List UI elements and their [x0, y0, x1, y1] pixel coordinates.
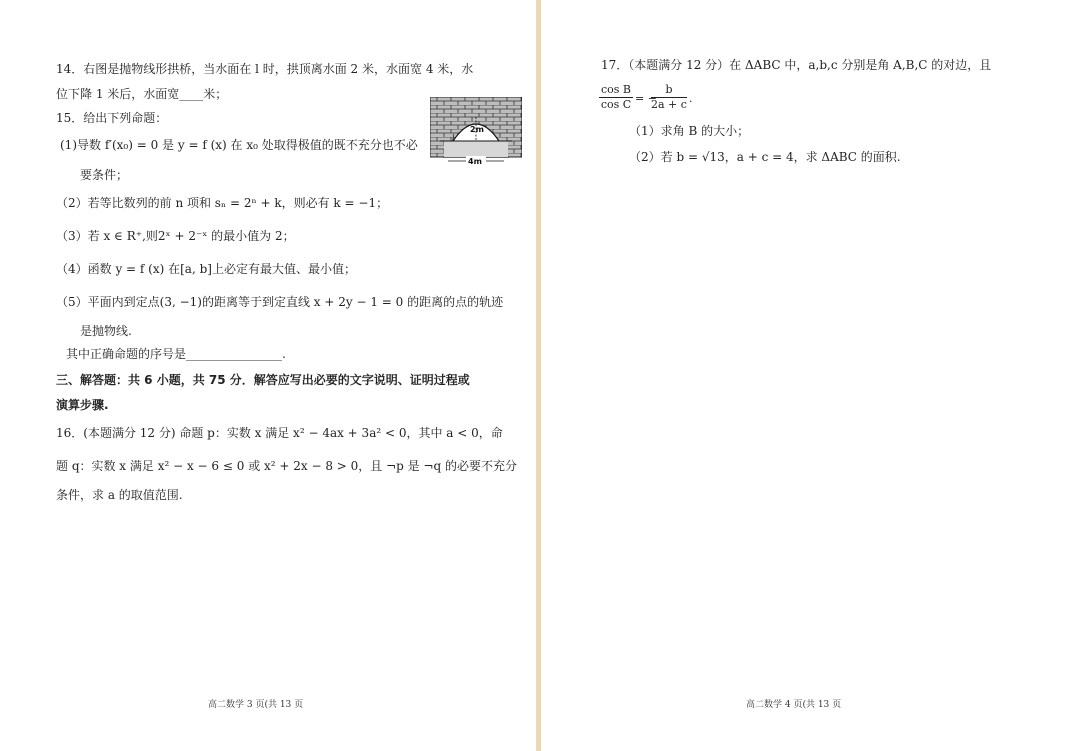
- q16-line-3: 条件，求 a 的取值范围.: [56, 488, 183, 502]
- q15-item-4: （4）函数 y = f (x) 在[a, b]上必定有最大值、最小值；: [56, 262, 356, 276]
- q15-title: 15．给出下列命题：: [56, 111, 168, 125]
- fraction-2-denominator: 2a + c: [651, 98, 687, 111]
- water-line-label: l: [452, 134, 455, 143]
- water-area: [444, 141, 508, 157]
- q15-item-3: （3）若 x ∈ R⁺,则2ˣ + 2⁻ˣ 的最小值为 2；: [56, 229, 295, 243]
- q15-item-1b: 要条件；: [80, 168, 129, 182]
- q17-line-1: 17．（本题满分 12 分）在 ΔABC 中，a,b,c 分别是角 A,B,C 的对边，且: [601, 58, 992, 72]
- q17-part-2: （2）若 b = √13，a + c = 4，求 ΔABC 的面积.: [629, 150, 901, 164]
- left-page: [0, 0, 536, 751]
- section-3-heading-line-1: 三、解答题：共 6 小题，共 75 分．解答应写出必要的文字说明、证明过程或: [56, 373, 470, 387]
- q15-item-2: （2）若等比数列的前 n 项和 sₙ = 2ⁿ + k，则必有 k = −1；: [56, 196, 389, 210]
- fraction-b-over-2a-plus-c: [651, 83, 687, 112]
- section-3-heading-line-2: 演算步骤.: [56, 398, 109, 412]
- left-page-footer: 高二数学 3 页(共 13 页: [208, 700, 304, 710]
- q17-part-1: （1）求角 B 的大小；: [629, 124, 750, 138]
- equation-period: .: [689, 92, 693, 105]
- right-page-footer: 高二数学 4 页(共 13 页: [746, 700, 842, 710]
- q15-answer: 其中正确命题的序号是________________.: [66, 347, 286, 361]
- right-page: [541, 0, 1075, 751]
- fraction-1-numerator: cos B: [601, 83, 632, 96]
- fraction-1-denominator: cos C: [600, 98, 632, 111]
- height-label: 2m: [470, 125, 484, 134]
- q15-item-1a: (1)导数 f′(x₀) = 0 是 y = f (x) 在 x₀ 处取得极值的既不充分也不必: [60, 138, 418, 152]
- fraction-cosB-over-cosC: [599, 83, 633, 112]
- fraction-2-numerator: b: [651, 83, 687, 98]
- q16-line-1: 16．(本题满分 12 分) 命题 p：实数 x 满足 x² − 4ax + 3a² < 0，其中 a < 0，命: [56, 426, 503, 440]
- q14-line-2: 位下降 1 米后，水面宽____米；: [56, 87, 228, 101]
- q15-item-5a: （5）平面内到定点(3, −1)的距离等于到定直线 x + 2y − 1 = 0 的距离的点的轨迹: [56, 295, 504, 309]
- parabolic-arch-bridge-figure: [430, 97, 522, 169]
- equals-minus: = −: [635, 92, 657, 105]
- q16-line-2: 题 q：实数 x 满足 x² − x − 6 ≤ 0 或 x² + 2x − 8 > 0，且 ¬p 是 ¬q 的必要不充分: [56, 459, 518, 473]
- width-label: 4m: [468, 157, 482, 166]
- q15-item-5b: 是抛物线.: [80, 324, 132, 338]
- q14-line-1: 14．右图是抛物线形拱桥，当水面在 l 时，拱顶离水面 2 米，水面宽 4 米，水: [56, 62, 474, 76]
